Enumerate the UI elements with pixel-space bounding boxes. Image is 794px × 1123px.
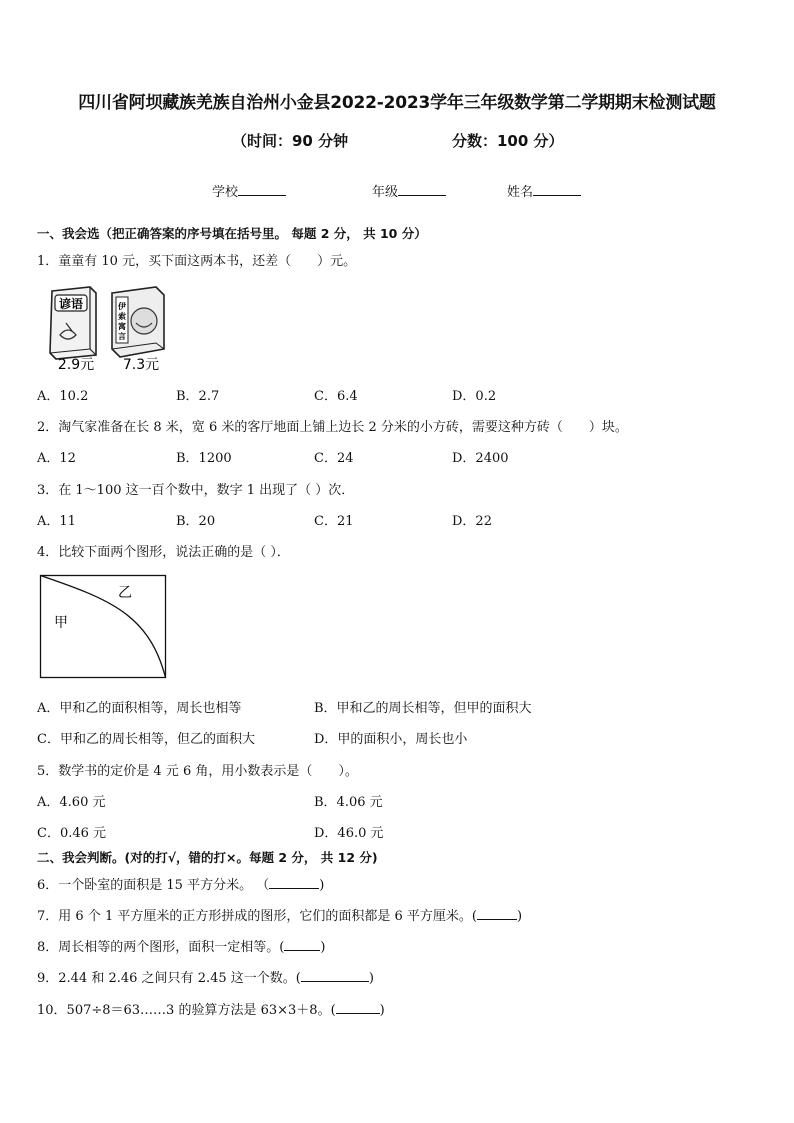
q2-option-a[interactable]: A．12 <box>37 451 76 466</box>
q2-option-d[interactable]: D．2400 <box>452 451 509 466</box>
q1-option-c[interactable]: C．6.4 <box>314 389 358 404</box>
name-field[interactable] <box>507 181 581 200</box>
q5-option-b[interactable]: B．4.06 元 <box>314 795 383 810</box>
book-1-price: 2.9元 <box>57 357 95 373</box>
book-2-title: 伊 <box>118 302 126 311</box>
q4-option-b[interactable]: B．甲和乙的周长相等，但甲的面积大 <box>314 701 532 716</box>
svg-text:索: 索 <box>118 312 126 321</box>
q5-option-a[interactable]: A．4.60 元 <box>37 795 106 810</box>
question-1: 1．童童有 10 元，买下面这两本书，还差（ ）元。 <box>37 254 357 269</box>
grade-label: 年级 <box>372 185 399 200</box>
question-9[interactable]: 9．2.44 和 2.46 之间只有 2.45 这一个数。( ) <box>37 971 374 986</box>
book-2-price: 7.3元 <box>122 357 160 373</box>
q4-option-a[interactable]: A．甲和乙的面积相等，周长也相等 <box>37 701 242 716</box>
question-4: 4．比较下面两个图形，说法正确的是（ ）． <box>37 545 290 560</box>
question-5: 5．数学书的定价是 4 元 6 角，用小数表示是（ ）。 <box>37 764 358 779</box>
question-2: 2．淘气家准备在长 8 米，宽 6 米的客厅地面上铺上边长 2 分米的小方砖，需要这种方砖（ ）块。 <box>37 420 628 435</box>
question-8[interactable]: 8．周长相等的两个图形，面积一定相等。( ) <box>37 940 326 955</box>
q2-option-c[interactable]: C．24 <box>314 451 354 466</box>
svg-text:言: 言 <box>118 332 126 341</box>
school-label: 学校 <box>212 185 239 200</box>
svg-text:寓: 寓 <box>118 322 126 331</box>
book-1-icon <box>50 287 96 373</box>
q1-option-b[interactable]: B．2.7 <box>176 389 220 404</box>
q3-option-c[interactable]: C．21 <box>314 514 354 529</box>
q5-option-c[interactable]: C．0.46 元 <box>37 826 107 841</box>
q1-option-a[interactable]: A．10.2 <box>37 389 89 404</box>
books-illustration <box>46 283 176 373</box>
name-label: 姓名 <box>507 185 534 200</box>
q3-option-b[interactable]: B．20 <box>176 514 216 529</box>
question-6[interactable]: 6．一个卧室的面积是 15 平方分米。 （ ) <box>37 878 325 893</box>
book-1-title: 谚语 <box>58 297 84 311</box>
label-jia: 甲 <box>54 615 68 631</box>
q5-option-d[interactable]: D．46.0 元 <box>314 826 384 841</box>
q3-option-a[interactable]: A．11 <box>37 514 76 529</box>
exam-time: （时间：90 分钟 <box>232 132 349 150</box>
label-yi: 乙 <box>118 585 132 601</box>
q2-option-b[interactable]: B．1200 <box>176 451 232 466</box>
q1-option-d[interactable]: D．0.2 <box>452 389 497 404</box>
exam-score: 分数：100 分） <box>452 132 564 150</box>
shape-figure <box>39 574 169 680</box>
page-title: 四川省阿坝藏族羌族自治州小金县2022-2023学年三年级数学第二学期期末检测试题 <box>78 93 716 113</box>
school-field[interactable] <box>212 181 286 200</box>
question-3: 3．在 1～100 这一百个数中，数字 1 出现了（ ）次． <box>37 483 355 498</box>
question-10[interactable]: 10．507÷8＝63……3 的验算方法是 63×3＋8。( ) <box>37 1003 385 1018</box>
question-7[interactable]: 7．用 6 个 1 平方厘米的正方形拼成的图形，它们的面积都是 6 平方厘米。( ) <box>37 909 523 924</box>
q4-option-d[interactable]: D．甲的面积小，周长也小 <box>314 732 468 747</box>
book-2-icon <box>112 287 164 373</box>
section-2-heading: 二、我会判断。(对的打√，错的打×。每题 2 分， 共 12 分) <box>37 850 378 865</box>
q3-option-d[interactable]: D．22 <box>452 514 492 529</box>
section-1-heading: 一、我会选（把正确答案的序号填在括号里。 每题 2 分， 共 10 分） <box>37 226 427 241</box>
grade-field[interactable] <box>372 181 446 200</box>
q4-option-c[interactable]: C．甲和乙的周长相等，但乙的面积大 <box>37 732 255 747</box>
